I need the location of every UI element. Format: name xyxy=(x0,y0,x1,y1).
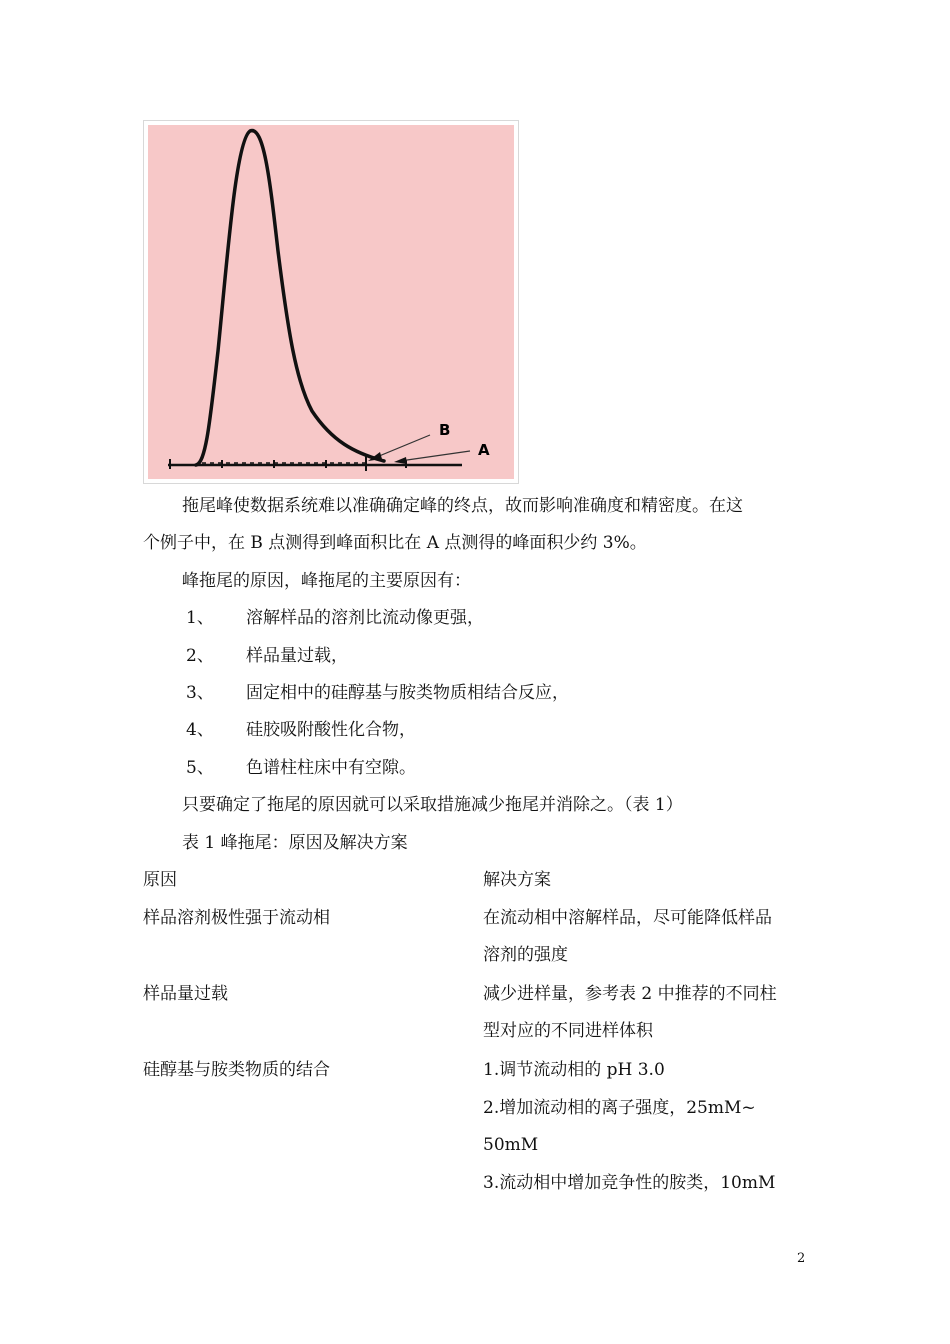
row-3-solution-line-3: 50mM xyxy=(483,1135,539,1155)
row-1-solution-line-2: 溶剂的强度 xyxy=(483,945,568,965)
cause-2-number: 2、 xyxy=(186,646,214,666)
paragraph-3: 只要确定了拖尾的原因就可以采取措施减少拖尾并消除之。（表 1） xyxy=(182,795,683,815)
paragraph-1-line-2: 个例子中，在 B 点测得到峰面积比在 A 点测得的峰面积少约 3%。 xyxy=(143,533,647,553)
row-3-cause: 硅醇基与胺类物质的结合 xyxy=(143,1060,330,1080)
cause-3-number: 3、 xyxy=(186,683,214,703)
row-3-solution-line-1: 1.调节流动相的 pH 3.0 xyxy=(483,1060,665,1080)
row-1-cause: 样品溶剂极性强于流动相 xyxy=(143,908,330,928)
point-b-label: B xyxy=(439,421,451,439)
table-header-solution: 解决方案 xyxy=(483,870,551,890)
figure-background xyxy=(148,125,514,479)
cause-4-text: 硅胶吸附酸性化合物， xyxy=(246,720,416,740)
page-number: 2 xyxy=(797,1251,806,1266)
cause-4-number: 4、 xyxy=(186,720,214,740)
cause-3-text: 固定相中的硅醇基与胺类物质相结合反应， xyxy=(246,683,569,703)
cause-1-text: 溶解样品的溶剂比流动像更强， xyxy=(246,608,484,628)
row-3-solution-line-4: 3.流动相中增加竞争性的胺类，10mM xyxy=(483,1173,776,1193)
row-2-solution-line-2: 型对应的不同进样体积 xyxy=(483,1021,653,1041)
cause-5-number: 5、 xyxy=(186,758,214,778)
paragraph-1-line-1: 拖尾峰使数据系统难以准确确定峰的终点，故而影响准确度和精密度。在这 xyxy=(182,496,743,516)
cause-2-text: 样品量过载， xyxy=(246,646,348,666)
table-header-cause: 原因 xyxy=(143,870,177,890)
row-3-solution-line-2: 2.增加流动相的离子强度，25mM~ xyxy=(483,1098,756,1118)
row-2-cause: 样品量过载 xyxy=(143,984,228,1004)
paragraph-2: 峰拖尾的原因，峰拖尾的主要原因有： xyxy=(182,571,471,591)
cause-1-number: 1、 xyxy=(186,608,214,628)
row-2-solution-line-1: 减少进样量，参考表 2 中推荐的不同柱 xyxy=(483,984,777,1004)
point-a-label: A xyxy=(478,441,490,459)
table-caption: 表 1 峰拖尾：原因及解决方案 xyxy=(182,833,408,853)
row-1-solution-line-1: 在流动相中溶解样品，尽可能降低样品 xyxy=(483,908,772,928)
chromatogram-figure xyxy=(143,120,519,484)
chromatogram-svg xyxy=(144,121,518,483)
cause-5-text: 色谱柱柱床中有空隙。 xyxy=(246,758,416,778)
